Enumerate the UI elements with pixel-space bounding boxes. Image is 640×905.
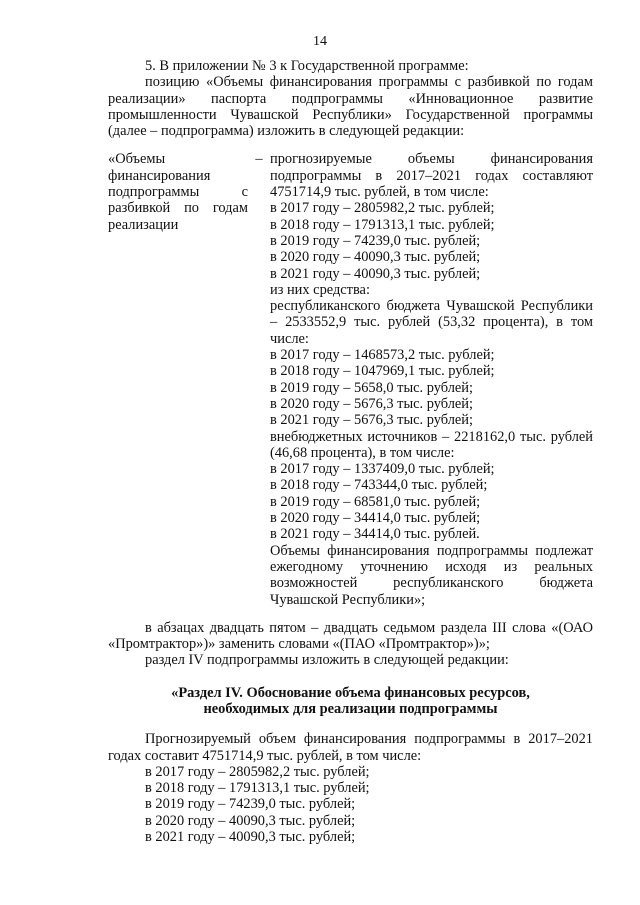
year-line: в 2021 году – 40090,3 тыс. рублей; [145,829,356,846]
passport-line: в 2017 году – 1468573,2 тыс. рублей; [270,347,495,364]
passport-line: в 2021 году – 5676,3 тыс. рублей; [270,412,473,429]
year-line: в 2018 году – 1791313,1 тыс. рублей; [145,780,370,797]
item-heading: 5. В приложении № 3 к Государственной программе: [145,58,469,74]
passport-label: «Объемы финансирования подпрограммы с разбивкой по годам реализации [108,151,248,233]
passport-line: в 2019 году – 68581,0 тыс. рублей; [270,493,481,510]
passport-line: в 2021 году – 34414,0 тыс. рублей. [270,526,480,543]
year-line: в 2019 году – 74239,0 тыс. рублей; [145,796,356,813]
section-heading-line: необходимых для реализации подпрограммы [203,700,498,717]
year-line: в 2020 году – 40090,3 тыс. рублей; [145,812,356,829]
passport-line: в 2019 году – 5658,0 тыс. рублей; [270,379,473,396]
amendment-paragraph: раздел IV подпрограммы изложить в следующей редакции: [145,652,509,669]
year-line: в 2017 году – 2805982,2 тыс. рублей; [145,763,370,780]
section-heading-line: «Раздел IV. Обоснование объема финансовых ресурсов, [171,684,530,701]
passport-line: Объемы финансирования подпрограммы подлежат ежегодному уточнению исходя из реальных возможностей республиканского бюджета Чувашской Республики»; [270,542,593,608]
passport-table [108,151,593,607]
passport-line: в 2020 году – 34414,0 тыс. рублей; [270,510,481,527]
passport-line: в 2021 году – 40090,3 тыс. рублей; [270,265,481,282]
section-paragraph: Прогнозируемый объем финансирования подпрограммы в 2017–2021 годах составит 4751714,9 тыс. рублей, в том числе: [108,731,593,764]
passport-line: в 2020 году – 40090,3 тыс. рублей; [270,249,481,266]
passport-line: республиканского бюджета Чувашской Республики – 2533552,9 тыс. рублей (53,32 процента), в том числе: [270,298,593,347]
passport-line: в 2019 году – 74239,0 тыс. рублей; [270,232,481,249]
passport-dash: – [255,151,263,168]
section-heading [108,685,593,718]
passport-line: из них средства: [270,281,370,298]
page-number: 14 [313,34,327,49]
passport-line: прогнозируемые объемы финансирования подпрограммы в 2017–2021 годах составляют 4751714,9 тыс. рублей, в том числе: [270,151,593,201]
passport-line: в 2018 году – 743344,0 тыс. рублей; [270,477,488,494]
passport-line: в 2017 году – 2805982,2 тыс. рублей; [270,200,495,217]
amendment-paragraph: в абзацах двадцать пятом – двадцать седьмом раздела III слова «(ОАО «Промтрактор»)» заменить словами «(ПАО «Промтрактор»)»; [108,619,593,653]
passport-values [270,151,593,607]
passport-line: в 2020 году – 5676,3 тыс. рублей; [270,395,473,412]
document-body [108,58,593,845]
intro-paragraph: позицию «Объемы финансирования программы с разбивкой по годам реализации» паспорта подпрограммы «Инновационное развитие промышленности Чувашской Республики» Государственной программы (далее – подпрограмма) изложить в следующей редакции: [108,74,593,140]
passport-line: внебюджетных источников – 2218162,0 тыс. рублей (46,68 процента), в том числе: [270,428,593,461]
passport-line: в 2018 году – 1047969,1 тыс. рублей; [270,363,495,380]
passport-line: в 2017 году – 1337409,0 тыс. рублей; [270,461,495,478]
passport-line: в 2018 году – 1791313,1 тыс. рублей; [270,216,495,233]
